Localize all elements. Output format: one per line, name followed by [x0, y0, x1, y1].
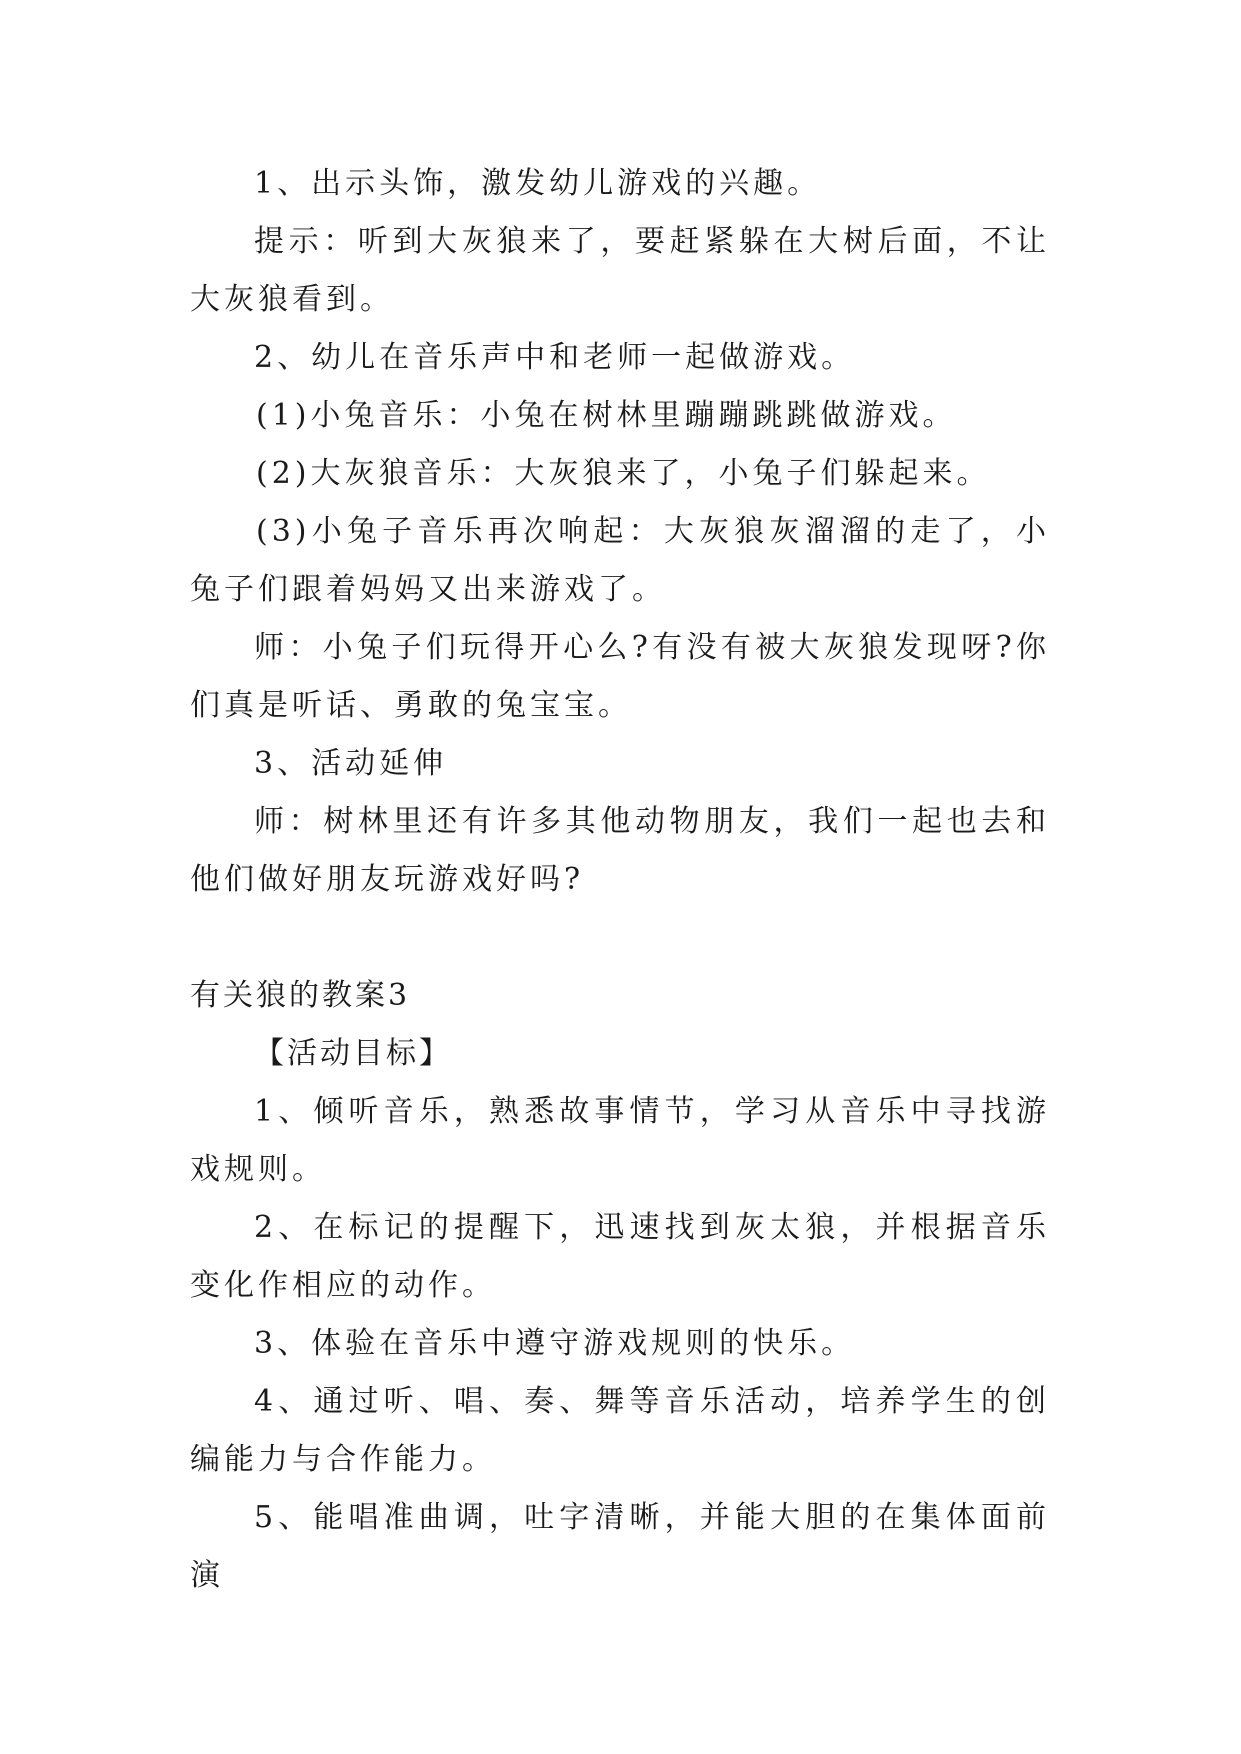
paragraph-hint: 提示：听到大灰狼来了，要赶紧躲在大树后面，不让大灰狼看到。 — [190, 224, 1050, 317]
paragraph-wolf-music: (2)大灰狼音乐：大灰狼来了，小兔子们躲起来。 — [256, 456, 991, 491]
goal-1: 1、倾听音乐，熟悉故事情节，学习从音乐中寻找游戏规则。 — [190, 1094, 1050, 1187]
paragraph-teacher-question: 师：小兔子们玩得开心么?有没有被大灰狼发现呀?你们真是听话、勇敢的兔宝宝。 — [190, 630, 1050, 723]
section-title: 有关狼的教案3 — [190, 978, 411, 1013]
goal-4: 4、通过听、唱、奏、舞等音乐活动，培养学生的创编能力与合作能力。 — [190, 1384, 1050, 1477]
activity-goals-heading: 【活动目标】 — [254, 1036, 452, 1071]
paragraph-rabbit-music-again: (3)小兔子音乐再次响起：大灰狼灰溜溜的走了，小兔子们跟着妈妈又出来游戏了。 — [190, 514, 1050, 607]
goal-3: 3、体验在音乐中遵守游戏规则的快乐。 — [254, 1326, 856, 1361]
section-spacer — [190, 909, 1050, 967]
goal-5: 5、能唱准曲调，吐字清晰，并能大胆的在集体面前演 — [190, 1500, 1050, 1593]
paragraph-step-1: 1、出示头饰，激发幼儿游戏的兴趣。 — [254, 166, 822, 201]
paragraph-extension: 师：树林里还有许多其他动物朋友，我们一起也去和他们做好朋友玩游戏好吗? — [190, 804, 1050, 897]
paragraph-rabbit-music: (1)小兔音乐：小兔在树林里蹦蹦跳跳做游戏。 — [256, 398, 957, 433]
goal-2: 2、在标记的提醒下，迅速找到灰太狼，并根据音乐变化作相应的动作。 — [190, 1210, 1050, 1303]
paragraph-step-2: 2、幼儿在音乐声中和老师一起做游戏。 — [254, 340, 856, 375]
paragraph-step-3: 3、活动延伸 — [254, 746, 448, 781]
document-page — [190, 155, 1050, 1605]
